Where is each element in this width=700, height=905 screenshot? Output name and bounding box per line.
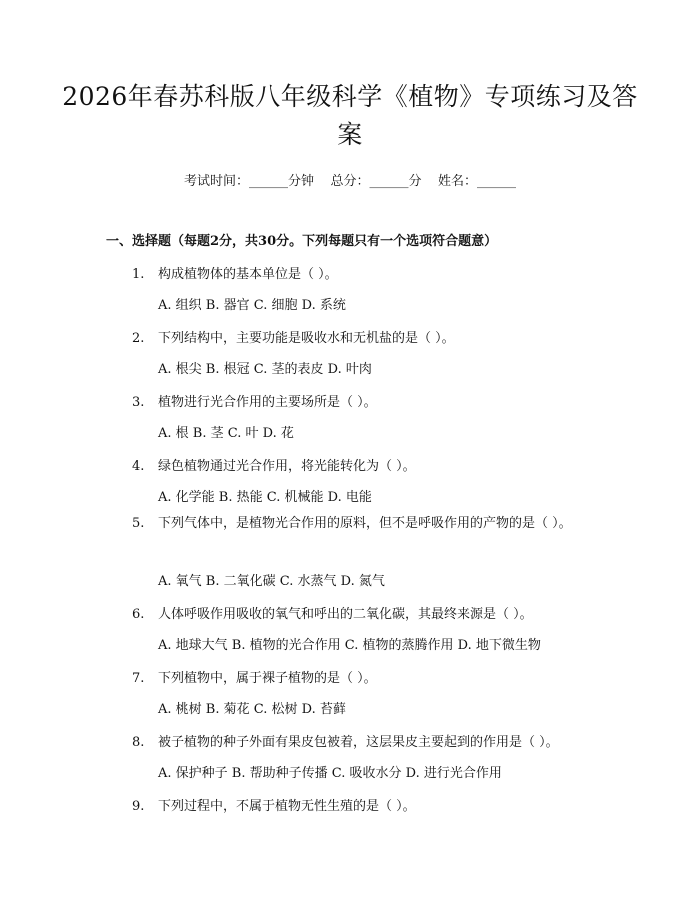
question-number: 4. [132,459,145,474]
question-6 [132,603,533,622]
question-number: 6. [132,607,145,622]
question-number: 3. [132,395,145,410]
question-3-options: A. 根 B. 茎 C. 叶 D. 花 [158,426,294,441]
question-number: 2. [132,331,145,346]
question-text: 被子植物的种子外面有果皮包被着，这层果皮主要起到的作用是（ ）。 [158,735,559,750]
question-2 [132,327,455,346]
question-number: 5. [132,516,145,531]
question-1-options: A. 组织 B. 器官 C. 细胞 D. 系统 [158,298,346,313]
question-8-options: A. 保护种子 B. 帮助种子传播 C. 吸收水分 D. 进行光合作用 [158,766,502,781]
question-1 [132,263,338,282]
section-heading: 一、选择题（每题2分，共30分。下列每题只有一个选项符合题意） [106,234,498,249]
question-4-options: A. 化学能 B. 热能 C. 机械能 D. 电能 [158,490,372,505]
question-8 [132,731,559,750]
question-text: 人体呼吸作用吸收的氧气和呼出的二氧化碳，其最终来源是（ ）。 [158,607,533,622]
question-text: 下列植物中，属于裸子植物的是（ ）。 [158,671,377,686]
question-text: 下列气体中，是植物光合作用的原料，但不是呼吸作用的产物的是（ ）。 [158,516,572,531]
question-text: 植物进行光合作用的主要场所是（ ）。 [158,395,377,410]
question-text: 绿色植物通过光合作用，将光能转化为（ ）。 [158,459,416,474]
question-6-options: A. 地球大气 B. 植物的光合作用 C. 植物的蒸腾作用 D. 地下微生物 [158,638,541,653]
question-text: 下列结构中，主要功能是吸收水和无机盐的是（ ）。 [158,331,455,346]
question-number: 7. [132,671,145,686]
exam-info-line: 考试时间：______分钟 总分：______分 姓名：______ [183,174,517,189]
question-2-options: A. 根尖 B. 根冠 C. 茎的表皮 D. 叶肉 [158,362,372,377]
question-9 [132,795,416,814]
document-title: 2026年春苏科版八年级科学《植物》专项练习及答案 [62,82,638,149]
question-number: 1. [132,267,145,282]
question-number: 8. [132,735,145,750]
question-text: 下列过程中，不属于植物无性生殖的是（ ）。 [158,799,416,814]
question-3 [132,391,377,410]
question-number: 9. [132,799,145,814]
question-5 [106,513,576,535]
question-7 [132,667,377,686]
question-7-options: A. 桃树 B. 菊花 C. 松树 D. 苔藓 [158,702,346,717]
question-text: 构成植物体的基本单位是（ ）。 [158,267,338,282]
question-5-options: A. 氧气 B. 二氧化碳 C. 水蒸气 D. 氮气 [158,574,385,589]
question-4 [132,455,416,474]
